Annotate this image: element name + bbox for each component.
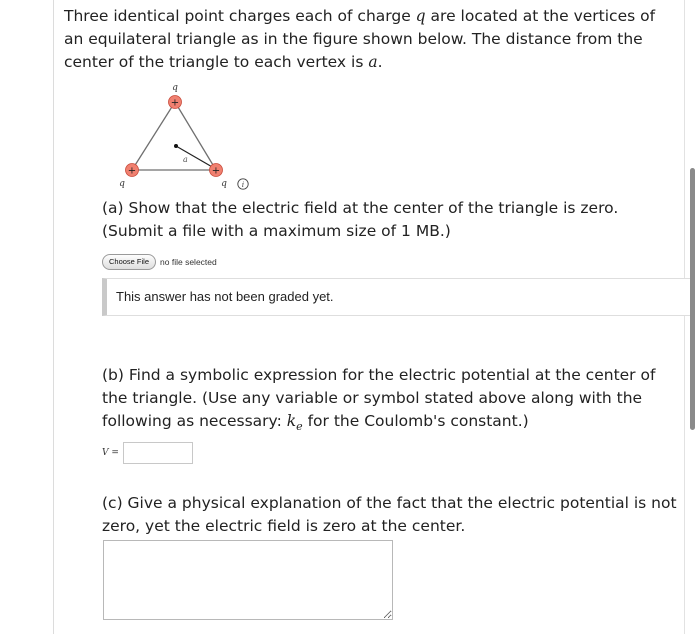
part-b-text-2: for the Coulomb's constant.) [302,412,529,430]
part-b-question [102,364,677,438]
plus-left: + [127,165,137,177]
k-subscript: e [296,420,303,434]
distance-label: a [183,155,188,164]
explanation-textarea[interactable] [103,540,393,620]
scrollbar-thumb[interactable] [690,168,695,430]
info-icon[interactable] [238,179,248,189]
choose-file-button[interactable]: Choose File [102,254,156,270]
info-glyph: i [241,180,245,189]
intro-text-3: . [377,53,383,71]
coulomb-symbol [286,412,303,434]
potential-variable: V [102,448,109,458]
part-c-question: (c) Give a physical explanation of the fact that the electric potential is not zero, yet the electric field is zero at the center. [102,494,677,535]
left-divider [53,0,54,634]
k-letter: k [286,412,297,430]
potential-label [102,448,119,458]
grading-status-box [102,278,690,316]
potential-input[interactable] [123,442,193,464]
part-a-question: (a) Show that the electric field at the center of the triangle is zero. (Submit a file with a maximum size of 1 MB.) [102,199,619,240]
part-b-text-1: (b) Find a symbolic expression for the electric potential at the center of the triangle. (Use any variable or symbol stated above along with the following as necessary: [102,366,656,430]
problem-statement [64,5,676,74]
intro-text-2: are located at the vertices of an equilateral triangle as in the figure shown below. The distance from the center of the triangle to each vertex is [64,7,656,71]
potential-answer-row [102,441,193,465]
label-q-right: q [221,179,227,189]
label-q-left: q [119,179,125,189]
label-q-top: q [172,83,178,93]
a-symbol: a [368,53,378,71]
intro-text-1: Three identical point charges each of charge [64,7,416,25]
plus-top: + [170,97,180,109]
triangle-edge-right [175,102,216,170]
right-divider [684,0,685,634]
file-upload-row [102,254,217,270]
grading-status-text: This answer has not been graded yet. [116,289,334,304]
triangle-figure [110,78,270,196]
plus-right: + [211,165,221,177]
center-point [174,144,178,148]
q-symbol: q [415,7,426,25]
no-file-status: no file selected [160,257,217,267]
potential-equals: = [108,448,119,458]
triangle-edge-left [132,102,175,170]
